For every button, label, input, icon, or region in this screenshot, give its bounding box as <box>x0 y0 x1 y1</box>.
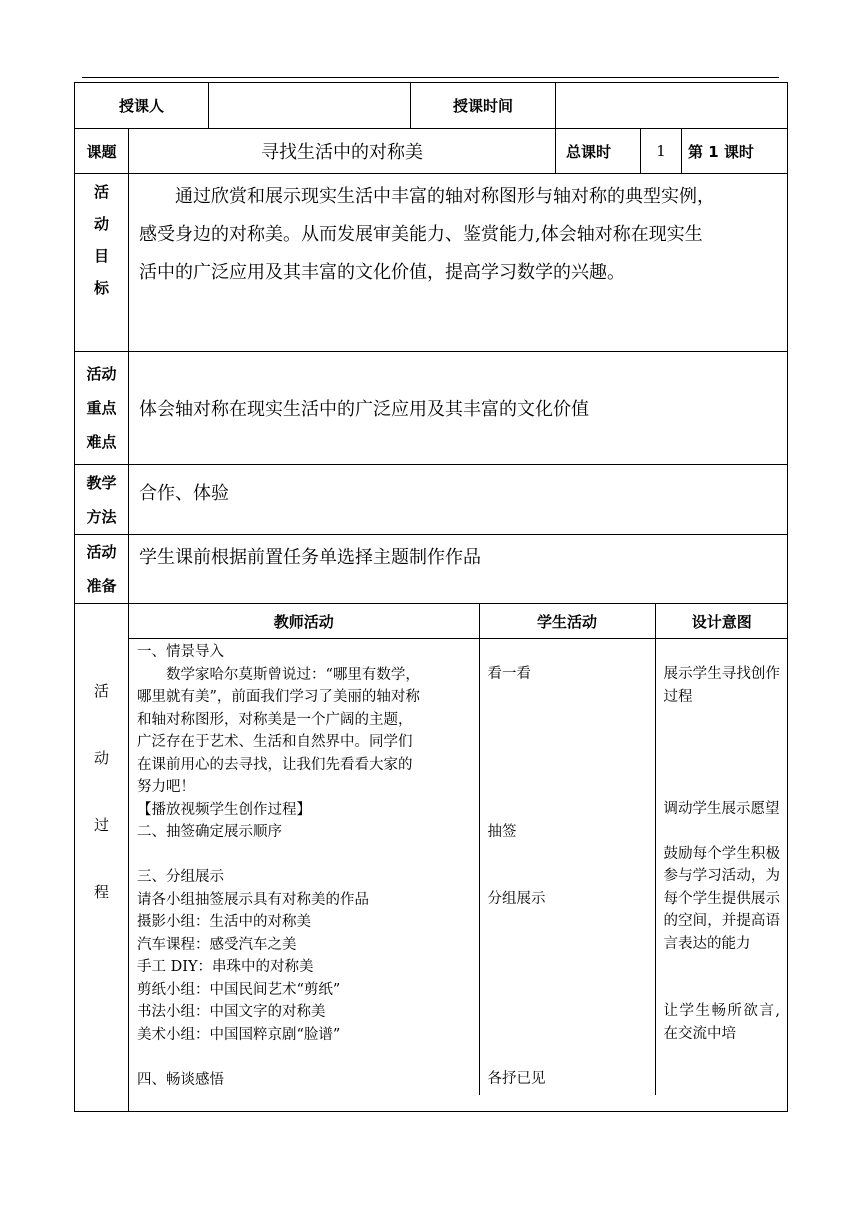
method-label: 教学 方法 <box>75 465 129 535</box>
process-table <box>129 604 788 1095</box>
topic-label: 课题 <box>75 129 129 174</box>
design-intent-column <box>655 639 788 1096</box>
student-activity-column <box>479 639 655 1096</box>
method-text: 合作、体验 <box>129 465 788 535</box>
lecturer-label: 授课人 <box>75 83 209 129</box>
time-label: 授课时间 <box>411 83 556 129</box>
preparation-text: 学生课前根据前置任务单选择主题制作作品 <box>129 535 788 604</box>
lesson-topic: 寻找生活中的对称美 <box>129 129 556 174</box>
total-periods-value: 1 <box>641 129 682 174</box>
teacher-activity-header: 教师活动 <box>129 604 479 639</box>
total-periods-label: 总课时 <box>556 129 641 174</box>
preparation-label: 活动 准备 <box>75 535 129 604</box>
student-step-1: 看一看 <box>487 666 531 682</box>
lesson-plan-table <box>74 82 788 1112</box>
design-step-1: 展示学生寻找创作过程 <box>663 666 780 705</box>
key-points-label: 活动 重点 难点 <box>75 352 129 465</box>
design-step-3: 鼓励每个学生积极参与学习活动，为每个学生提供展示的空间，并提高语言表达的能力 <box>663 845 780 952</box>
top-rule <box>82 77 779 78</box>
student-step-3: 分组展示 <box>487 891 546 907</box>
process-label: 活 动 过 程 <box>75 604 129 1112</box>
period-number: 第 1 课时 <box>682 129 788 174</box>
student-step-4: 各抒已见 <box>487 1070 546 1087</box>
student-step-2: 抽签 <box>487 823 517 840</box>
design-step-2: 调动学生展示愿望 <box>663 801 780 817</box>
key-points-text: 体会轴对称在现实生活中的广泛应用及其丰富的文化价值 <box>129 352 788 465</box>
design-intent-header: 设计意图 <box>655 604 788 639</box>
goals-text: 通过欣赏和展示现实生活中丰富的轴对称图形与轴对称的典型实例， 感受身边的对称美。从而发展审美能力、鉴赏能力,体会轴对称在现实生 活中的广泛应用及其丰富的文化价值，提高学习数学的兴趣。 <box>129 174 788 352</box>
teacher-activity-column: 一、情景导入 数学家哈尔莫斯曾说过：“哪里有数学， 哪里就有美”，前面我们学习了美丽的轴对称 和轴对称图形，对称美是一个广阔的主题， 广泛存在于艺术、生活和自然界中。同学们 在课前用心的去寻找，让我们先看看大家的 努力吧！ 【播放视频学生创作过程】 二、抽签确定展示顺序 三、分组展示 请各小组抽签展示具有对称美的作品 摄影小组：生活中的对称美 汽车课程：感受汽车之美 手工 DIY：串珠中的对称美 剪纸小组：中国民间艺术“剪纸” 书法小组：中国文字的对称美 美术小组：中国国粹京剧“脸谱” 四、畅谈感悟 <box>129 639 479 1096</box>
time-value[interactable] <box>556 83 788 129</box>
student-activity-header: 学生活动 <box>479 604 655 639</box>
design-step-4: 让学生畅所欲言,在交流中培 <box>663 1003 780 1042</box>
goals-label: 活 动 目 标 <box>75 174 129 352</box>
lecturer-value[interactable] <box>209 83 411 129</box>
